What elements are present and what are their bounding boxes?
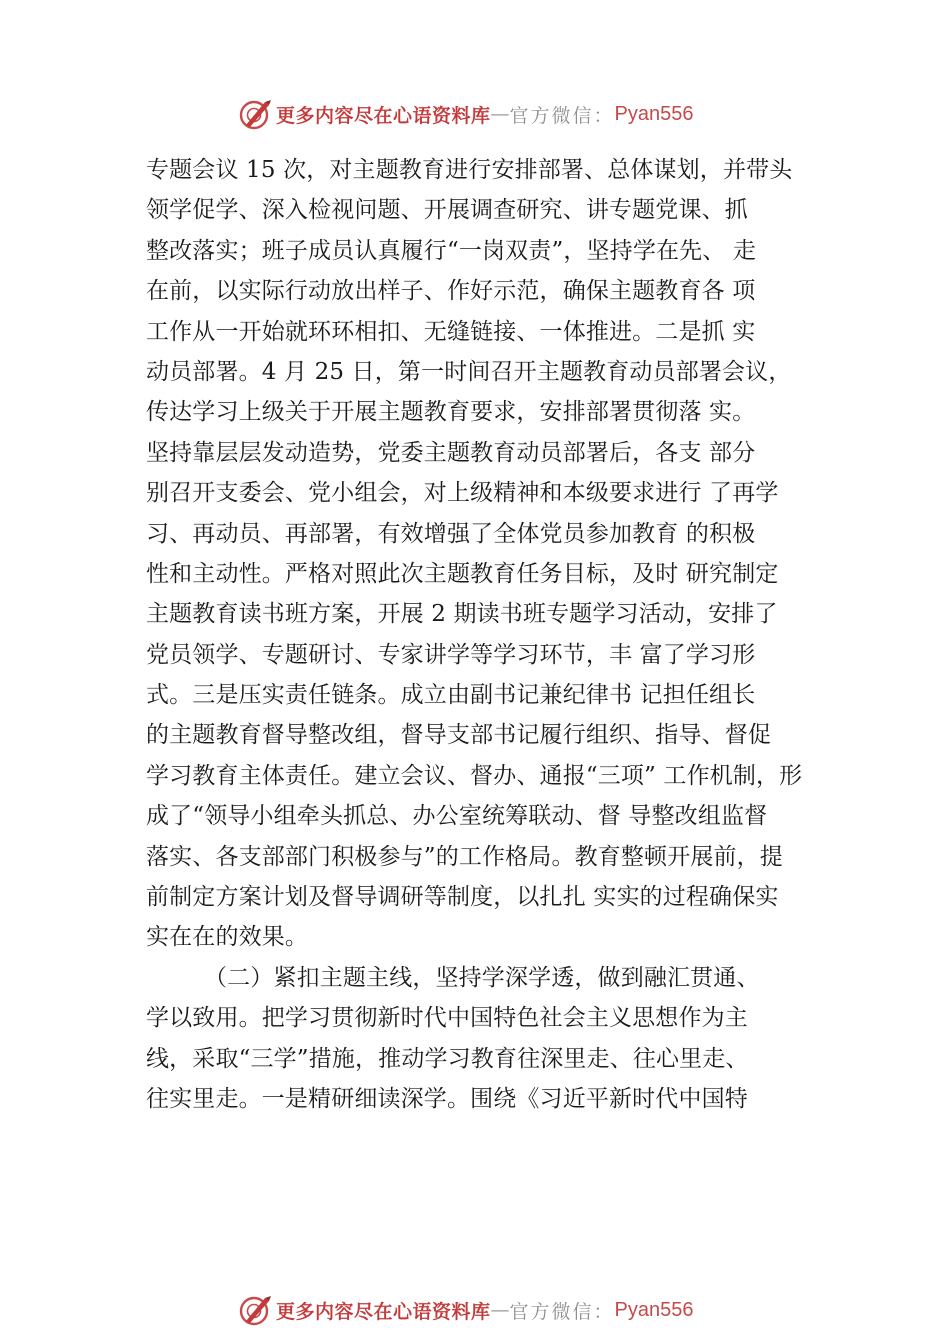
text-line: 动员部署。4 月 25 日，第一时间召开主题教育动员部署会议， bbox=[146, 358, 792, 385]
text-line: 学习教育主体责任。建立会议、督办、通报“三项” 工作机制，形 bbox=[146, 762, 803, 789]
text-line: 别召开支委会、党小组会，对上级精神和本级要求进行 了再学 bbox=[146, 480, 779, 507]
text-line: 线，采取“三学”措施，推动学习教育往深里走、往心里走、 bbox=[146, 1045, 749, 1072]
text-line: 习、再动员、再部署，有效增强了全体党员参加教育 的积极 bbox=[146, 520, 756, 547]
text-line: 传达学习上级关于开展主题教育要求，安排部署贯彻落 实。 bbox=[146, 399, 756, 426]
watermark-brand: 更多内容尽在心语资料库 bbox=[276, 1300, 491, 1323]
watermark-wechat-id: Pyan556 bbox=[614, 1298, 694, 1321]
text-line: 式。三是压实责任链条。成立由副书记兼纪律书 记担任组长 bbox=[146, 682, 756, 709]
text-line: 前制定方案计划及督导调研等制度，以扎扎 实实的过程确保实 bbox=[146, 884, 779, 911]
footer-watermark bbox=[238, 1292, 758, 1328]
text-line: 整改落实；班子成员认真履行“一岗双责”，坚持学在先、 走 bbox=[146, 237, 757, 264]
text-line: 的主题教育督导整改组，督导支部书记履行组织、指导、督促 bbox=[146, 722, 772, 749]
text-line: 坚持靠层层发动造势，党委主题教育动员部署后，各支 部分 bbox=[146, 439, 756, 466]
text-line: 实在在的效果。 bbox=[146, 924, 309, 951]
text-line: 党员领学、专题研讨、专家讲学等学习环节，丰 富了学习形 bbox=[146, 641, 756, 668]
watermark-separator: — bbox=[490, 103, 510, 125]
watermark-official-label: 官方微信 bbox=[509, 1300, 594, 1323]
header-watermark bbox=[238, 96, 758, 132]
text-line: 在前，以实际行动放出样子、作好示范，确保主题教育各 项 bbox=[146, 278, 756, 305]
watermark-wechat-id: Pyan556 bbox=[614, 102, 694, 125]
watermark-official-label: 官方微信 bbox=[509, 104, 594, 127]
watermark-colon: ： bbox=[593, 104, 613, 127]
text-line: 专题会议 15 次，对主题教育进行安排部署、总体谋划，并带头 bbox=[146, 157, 793, 183]
text-line: 工作从一开始就环环相扣、无缝链接、一体推进。二是抓 实 bbox=[146, 318, 756, 345]
text-line: 性和主动性。严格对照此次主题教育任务目标，及时 研究制定 bbox=[146, 560, 779, 587]
text-line: 成了“领导小组牵头抓总、办公室统筹联动、督 导整改组监督 bbox=[146, 803, 768, 830]
document-body bbox=[146, 150, 836, 1119]
text-line: 学以致用。把学习贯彻新时代中国特色社会主义思想作为主 bbox=[146, 1005, 748, 1032]
text-line: 落实、各支部部门积极参与”的工作格局。教育整顿开展前，提 bbox=[146, 843, 783, 870]
text-line: 往实里走。一是精研细读深学。围绕《习近平新时代中国特 bbox=[146, 1085, 748, 1112]
watermark-brand: 更多内容尽在心语资料库 bbox=[276, 104, 491, 127]
pen-logo-icon bbox=[238, 1293, 272, 1327]
text-line: 领学促学、深入检视问题、开展调查研究、讲专题党课、抓 bbox=[146, 197, 748, 224]
watermark-colon: ： bbox=[593, 1300, 613, 1323]
text-line: 主题教育读书班方案，开展 2 期读书班专题学习活动，安排了 bbox=[146, 601, 778, 628]
watermark-separator: — bbox=[490, 1299, 510, 1321]
pen-logo-icon bbox=[238, 97, 272, 131]
section-heading-line: （二）紧扣主题主线，坚持学深学透，做到融汇贯通、 bbox=[204, 964, 760, 991]
